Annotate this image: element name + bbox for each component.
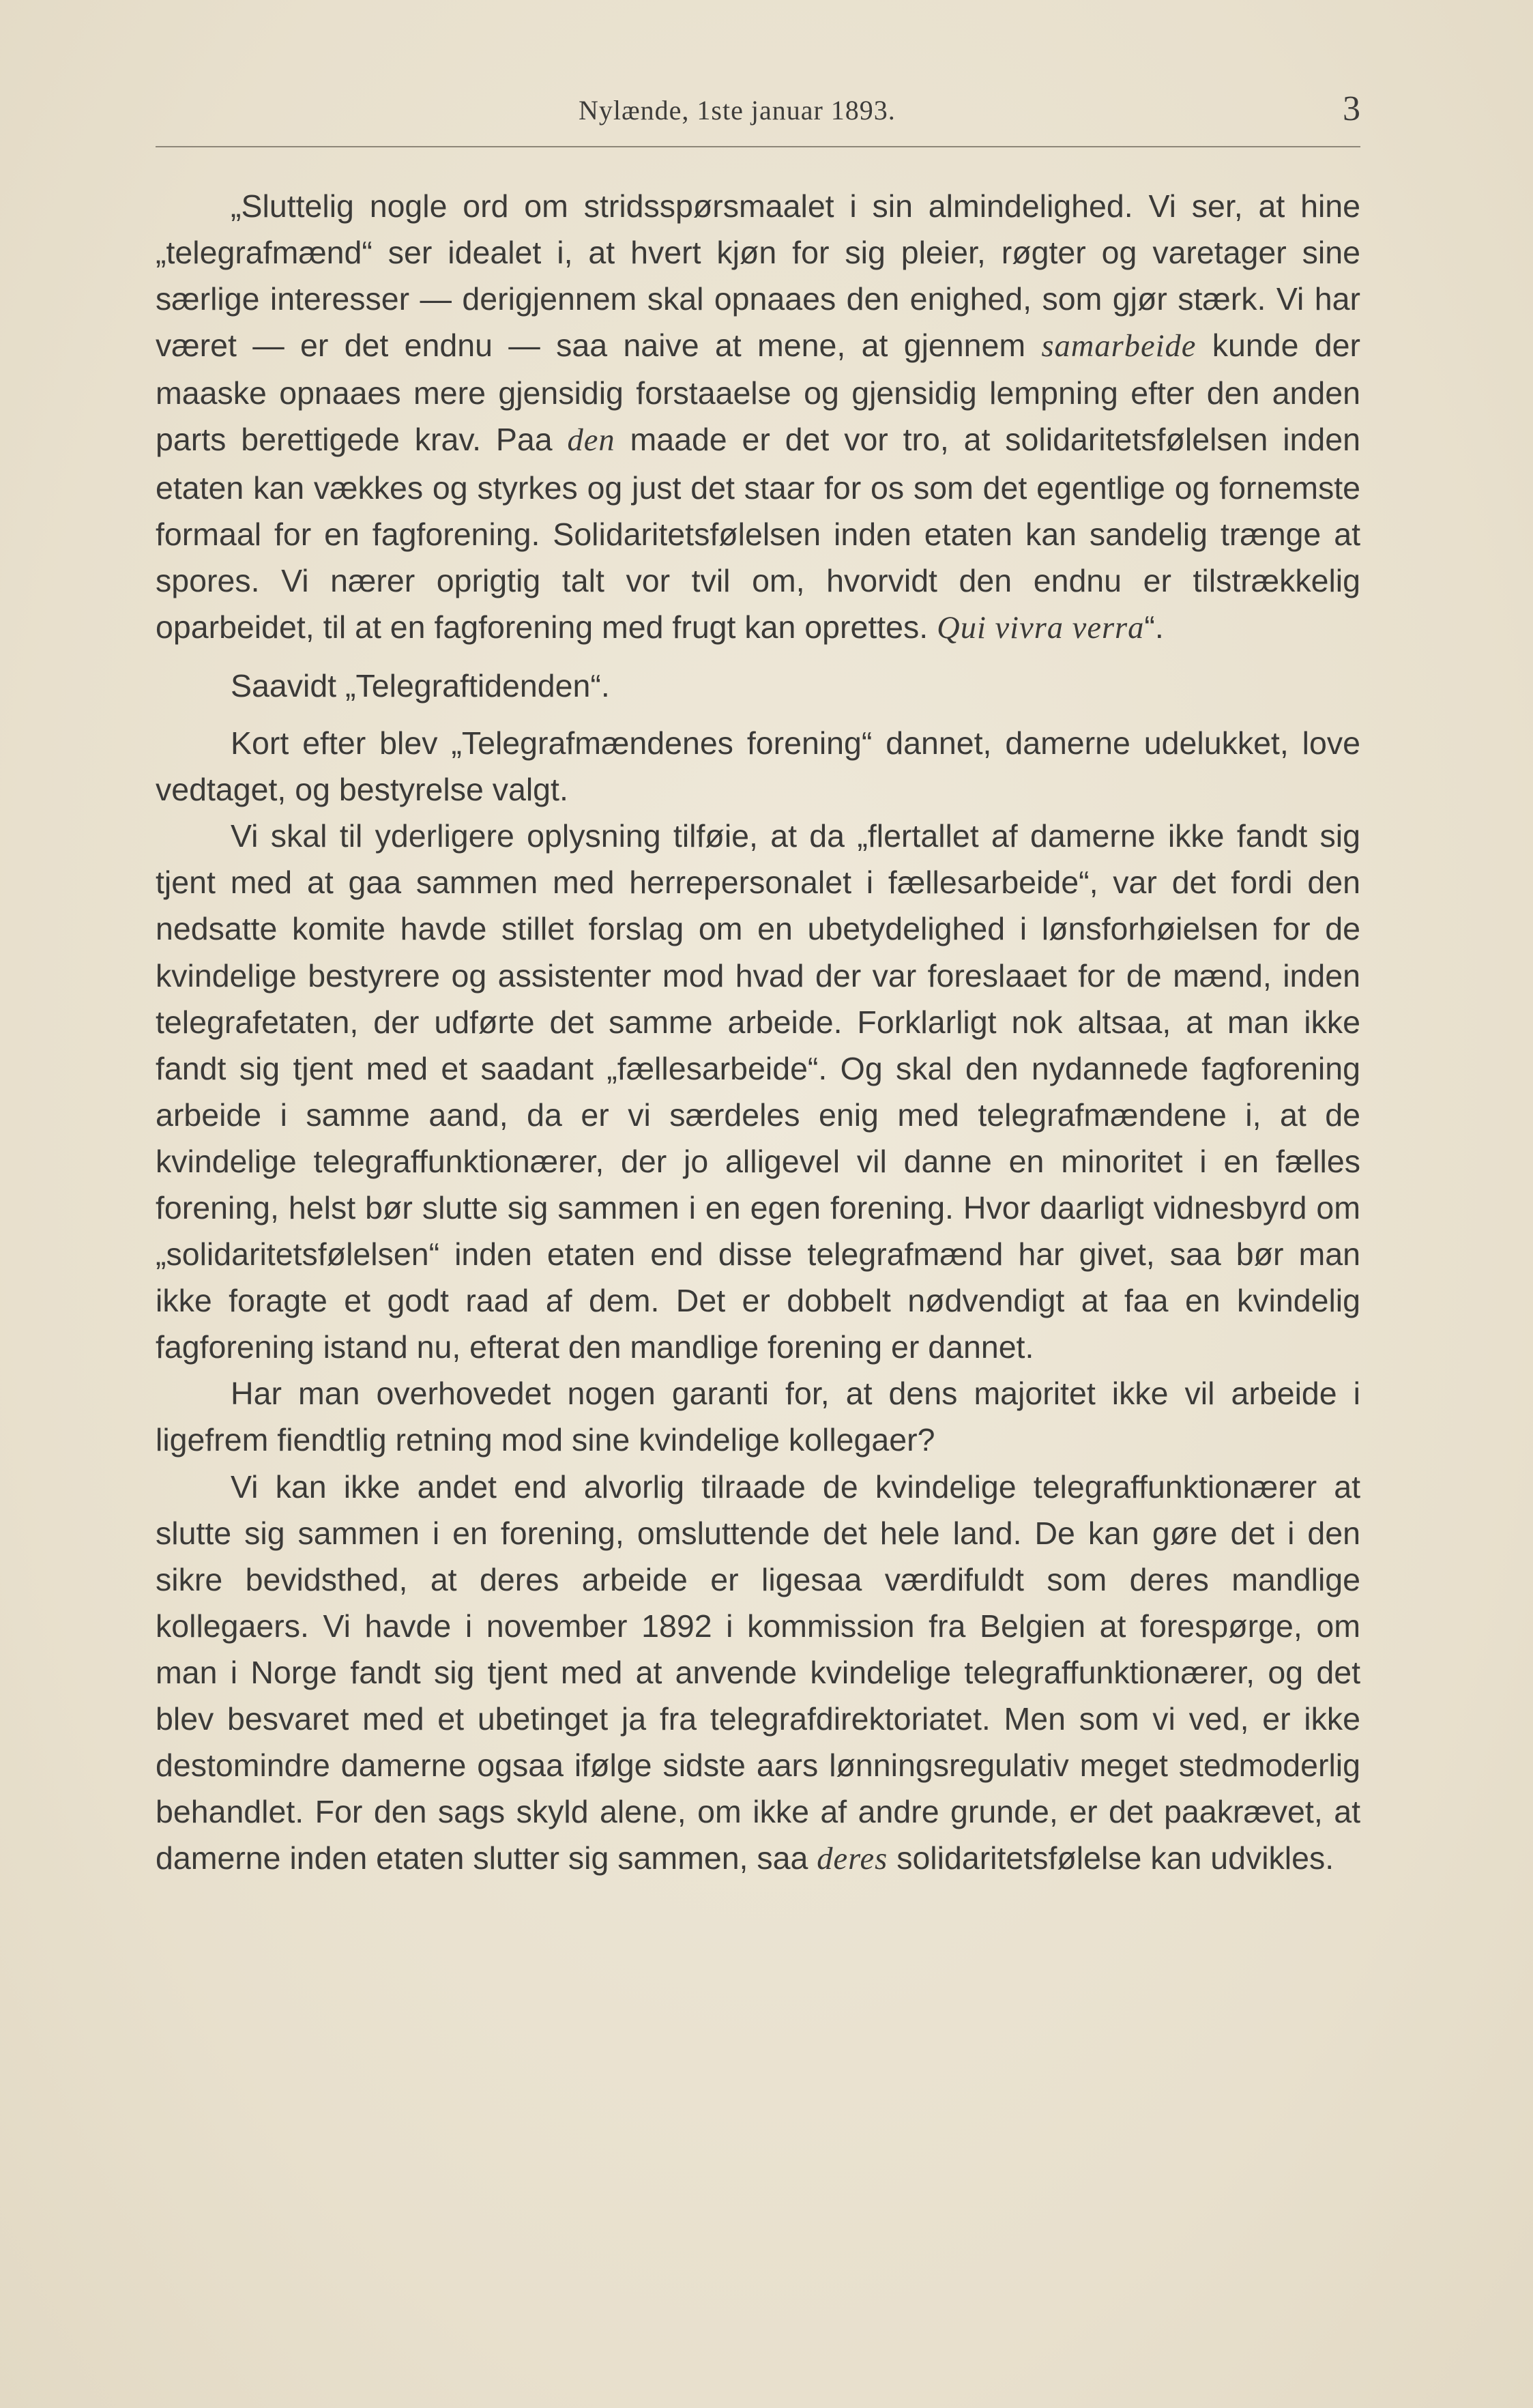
text-segment: Saavidt „Telegraftidenden“. <box>231 667 610 703</box>
paragraph <box>156 1464 1360 1883</box>
article-body <box>156 183 1360 1883</box>
italic-phrase: deres <box>817 1842 888 1877</box>
page-header <box>156 89 1360 150</box>
running-header-title: Nylænde, 1ste januar 1893. <box>579 95 896 126</box>
paragraph <box>156 720 1360 813</box>
text-segment: solidaritetsfølelse kan udvikles. <box>888 1840 1334 1876</box>
text-segment: maade er det vor tro, at solidaritetsfølelsen inden etaten kan vækkes og styrkes og just det staar for os som det egentlige og fornemste formaal for en fagforening. Solidaritetsfølelsen inden etaten kan sandelig trænge at spores. Vi nærer oprigtig talt vor tvil om, hvorvidt den endnu er tilstrækkelig oparbeidet, til at en fagforening med frugt kan oprettes. <box>156 422 1360 645</box>
paragraph <box>156 183 1360 652</box>
italic-phrase: den <box>567 423 615 459</box>
text-segment: “. <box>1144 609 1164 645</box>
text-segment: Har man overhovedet nogen garanti for, at dens majoritet ikke vil arbeide i ligefrem fiendtlig retning mod sine kvindelige kollegaer? <box>156 1376 1360 1458</box>
paragraph <box>156 663 1360 709</box>
text-segment: „Sluttelig nogle ord om stridsspørsmaalet i sin almindelighed. Vi ser, at hine „telegrafmænd“ ser idealet i, at hvert kjøn for sig pleier, røgter og varetager sine særlige interesser — derigjennem skal opnaaes den enighed, som gjør stærk. Vi har været — er det endnu — saa naive at mene, at gjennem <box>156 188 1360 364</box>
text-segment: Vi skal til yderligere oplysning tilføie, at da „flertallet af damerne ikke fandt sig tjent med at gaa sammen med herrepersonalet i fællesarbeide“, var det fordi den nedsatte komite havde stillet forslag om en ubetydelighed i lønsforhøielsen for de kvindelige bestyrere og assistenter mod hvad der var foreslaaet for de mænd, inden telegrafetaten, der udførte det samme arbeide. Forklarligt nok altsaa, at man ikke fandt sig tjent med et saadant „fællesarbeide“. Og skal den nydannede fagforening arbeide i samme aand, da er vi særdeles enig med telegrafmændene i, at de kvindelige telegraffunktionærer, der jo alligevel vil danne en minoritet i en fælles forening, helst bør slutte sig sammen i en egen forening. Hvor daarligt vidnesbyrd om „solidaritetsfølelsen“ inden etaten end disse telegrafmænd har givet, saa bør man ikke foragte et godt raad af dem. Det er dobbelt nødvendigt at faa en kvindelig fagforening istand nu, efterat den mandlige forening er dannet. <box>156 818 1360 1365</box>
italic-phrase: Qui vivra verra <box>937 610 1145 645</box>
header-divider <box>156 146 1360 147</box>
paragraph <box>156 1370 1360 1463</box>
paragraph <box>156 813 1360 1370</box>
text-segment: Kort efter blev „Telegrafmændenes forening“ dannet, damerne udelukket, love vedtaget, og bestyrelse valgt. <box>156 725 1360 808</box>
italic-phrase: samarbeide <box>1041 329 1197 364</box>
text-segment: Vi kan ikke andet end alvorlig tilraade de kvindelige telegraffunktionærer at slutte sig sammen i en forening, omsluttende det hele land. De kan gøre det i den sikre bevidsthed, at deres arbeide er ligesaa værdifuldt som deres mandlige kollegaers. Vi havde i november 1892 i kommission fra Belgien at forespørge, om man i Norge fandt sig tjent med at anvende kvindelige telegraffunktionærer, og det blev besvaret med et ubetinget ja fra telegrafdirektoriatet. Men som vi ved, er ikke destomindre damerne ogsaa ifølge sidste aars lønningsregulativ meget stedmoderlig behandlet. For den sags skyld alene, om ikke af andre grunde, er det paakrævet, at damerne inden etaten slutter sig sammen, saa <box>156 1468 1360 1876</box>
page-number: 3 <box>1343 89 1360 128</box>
text-segment: kunde der maaske opnaaes mere gjensidig forstaaelse og gjensidig lempning efter den anden parts berettigede krav. Paa <box>156 328 1360 458</box>
